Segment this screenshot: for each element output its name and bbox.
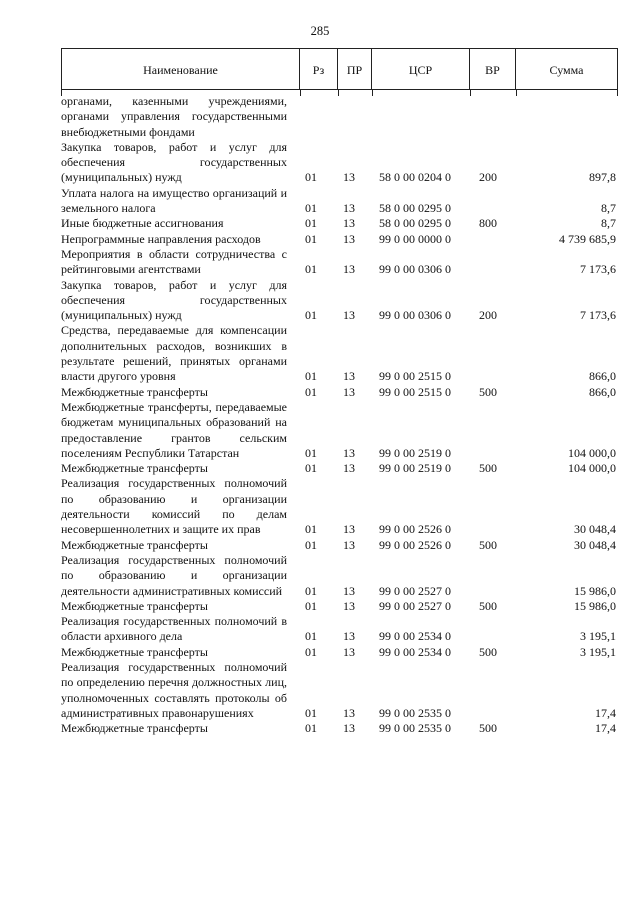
row-rz: 01 (305, 170, 317, 185)
table-row (61, 400, 616, 461)
row-pr: 13 (343, 629, 355, 644)
row-vr: 500 (479, 644, 497, 659)
table-row (61, 385, 616, 400)
row-name: Реализация государственных полномочий по определению перечня должностных лиц, уполномоченных составлять протоколы об административных правонарушениях (61, 659, 287, 720)
row-sum: 15 986,0 (574, 583, 616, 598)
row-pr: 13 (343, 216, 355, 231)
row-sum: 104 000,0 (568, 461, 616, 476)
table-header (62, 48, 617, 90)
row-name: Мероприятия в области сотрудничества с рейтинговыми агентствами (61, 246, 287, 277)
header-rz: Рз (300, 49, 338, 90)
row-vr: 200 (479, 308, 497, 323)
table-row (61, 660, 616, 721)
row-sum: 17,4 (595, 705, 616, 720)
row-rz: 01 (305, 445, 317, 460)
row-vr: 800 (479, 216, 497, 231)
row-sum: 3 195,1 (580, 629, 616, 644)
row-pr: 13 (343, 644, 355, 659)
table-row (61, 232, 616, 247)
row-sum: 4 739 685,9 (559, 231, 616, 246)
row-vr: 500 (479, 537, 497, 552)
row-name: Межбюджетные трансферты (61, 461, 208, 476)
row-csr: 99 0 00 0306 0 (379, 262, 451, 277)
row-rz: 01 (305, 369, 317, 384)
row-pr: 13 (343, 262, 355, 277)
row-csr: 99 0 00 2519 0 (379, 445, 451, 460)
row-csr: 99 0 00 2527 0 (379, 598, 451, 613)
header-vr: ВР (470, 49, 516, 90)
row-rz: 01 (305, 537, 317, 552)
row-vr: 200 (479, 170, 497, 185)
table-row (61, 614, 616, 645)
row-rz: 01 (305, 583, 317, 598)
row-name: Уплата налога на имущество организаций и земельного налога (61, 185, 287, 216)
row-csr: 99 0 00 2519 0 (379, 461, 451, 476)
row-sum: 15 986,0 (574, 598, 616, 613)
row-rz: 01 (305, 231, 317, 246)
row-pr: 13 (343, 537, 355, 552)
row-name: Реализация государственных полномочий в области архивного дела (61, 614, 287, 644)
row-name: Межбюджетные трансферты (61, 384, 208, 399)
row-sum: 17,4 (595, 721, 616, 736)
row-sum: 897,8 (589, 170, 616, 185)
row-pr: 13 (343, 231, 355, 246)
table-row (61, 645, 616, 660)
row-csr: 99 0 00 0306 0 (379, 308, 451, 323)
table-row (61, 323, 616, 384)
table-row (61, 721, 616, 736)
row-pr: 13 (343, 445, 355, 460)
row-sum: 30 048,4 (574, 537, 616, 552)
row-pr: 13 (343, 170, 355, 185)
row-csr: 99 0 00 2534 0 (379, 629, 451, 644)
table-row (61, 247, 616, 278)
row-pr: 13 (343, 384, 355, 399)
row-rz: 01 (305, 461, 317, 476)
row-rz: 01 (305, 201, 317, 216)
row-sum: 3 195,1 (580, 644, 616, 659)
row-rz: 01 (305, 522, 317, 537)
row-pr: 13 (343, 522, 355, 537)
table-row (61, 461, 616, 476)
table-row (61, 476, 616, 537)
header-pr: ПР (338, 49, 372, 90)
row-pr: 13 (343, 201, 355, 216)
row-csr: 99 0 00 2515 0 (379, 384, 451, 399)
row-vr: 500 (479, 598, 497, 613)
row-name: Непрограммные направления расходов (61, 231, 261, 246)
row-csr: 99 0 00 2534 0 (379, 644, 451, 659)
row-csr: 58 0 00 0204 0 (379, 170, 451, 185)
row-rz: 01 (305, 629, 317, 644)
table-frame (61, 48, 618, 96)
row-sum: 7 173,6 (580, 262, 616, 277)
row-name: Реализация государственных полномочий по образованию и организации деятельности комиссий по делам несовершеннолетних и защите их прав (61, 476, 287, 537)
row-sum: 30 048,4 (574, 522, 616, 537)
row-sum: 104 000,0 (568, 445, 616, 460)
table-row (61, 599, 616, 614)
row-csr: 99 0 00 2527 0 (379, 583, 451, 598)
row-rz: 01 (305, 598, 317, 613)
table-body (61, 94, 616, 736)
row-sum: 866,0 (589, 369, 616, 384)
row-csr: 99 0 00 2535 0 (379, 721, 451, 736)
row-name: органами, казенными учреждениями, органами управления государственными внебюджетными фондами (61, 94, 287, 139)
row-pr: 13 (343, 583, 355, 598)
row-rz: 01 (305, 721, 317, 736)
table-row (61, 140, 616, 186)
row-name: Иные бюджетные ассигнования (61, 216, 224, 231)
row-pr: 13 (343, 705, 355, 720)
header-sum: Сумма (549, 63, 584, 77)
row-name: Межбюджетные трансферты (61, 598, 208, 613)
table-row (61, 216, 616, 231)
table-row (61, 278, 616, 324)
page-number: 285 (310, 24, 330, 38)
row-sum: 7 173,6 (580, 308, 616, 323)
row-csr: 99 0 00 2515 0 (379, 369, 451, 384)
table-row (61, 186, 616, 217)
row-name: Межбюджетные трансферты (61, 644, 208, 659)
row-vr: 500 (479, 384, 497, 399)
row-rz: 01 (305, 705, 317, 720)
row-name: Средства, передаваемые для компенсации дополнительных расходов, возникших в результате решений, принятых органами власти другого уровня (61, 323, 287, 384)
row-sum: 866,0 (589, 384, 616, 399)
header-csr: ЦСР (372, 49, 470, 90)
row-pr: 13 (343, 461, 355, 476)
table-row (61, 538, 616, 553)
row-rz: 01 (305, 262, 317, 277)
row-rz: 01 (305, 216, 317, 231)
row-name: Межбюджетные трансферты (61, 721, 208, 736)
row-name: Реализация государственных полномочий по образованию и организации деятельности административных комиссий (61, 552, 287, 598)
row-pr: 13 (343, 369, 355, 384)
row-name: Закупка товаров, работ и услуг для обеспечения государственных (муниципальных) нужд (61, 139, 287, 185)
row-name: Межбюджетные трансферты (61, 537, 208, 552)
row-csr: 99 0 00 2535 0 (379, 705, 451, 720)
row-csr: 99 0 00 0000 0 (379, 231, 451, 246)
row-rz: 01 (305, 384, 317, 399)
row-rz: 01 (305, 644, 317, 659)
row-sum: 8,7 (601, 201, 616, 216)
row-vr: 500 (479, 461, 497, 476)
row-name: Закупка товаров, работ и услуг для обеспечения государственных (муниципальных) нужд (61, 277, 287, 323)
row-sum: 8,7 (601, 216, 616, 231)
row-csr: 99 0 00 2526 0 (379, 522, 451, 537)
table-row (61, 553, 616, 599)
row-name: Межбюджетные трансферты, передаваемые бюджетам муниципальных образований на предоставление грантов сельским поселениям Республики Татарстан (61, 399, 287, 460)
row-vr: 500 (479, 721, 497, 736)
row-csr: 99 0 00 2526 0 (379, 537, 451, 552)
row-rz: 01 (305, 308, 317, 323)
header-name: Наименование (62, 49, 300, 90)
row-pr: 13 (343, 598, 355, 613)
row-pr: 13 (343, 308, 355, 323)
table-row (61, 94, 616, 140)
row-csr: 58 0 00 0295 0 (379, 201, 451, 216)
row-csr: 58 0 00 0295 0 (379, 216, 451, 231)
row-pr: 13 (343, 721, 355, 736)
